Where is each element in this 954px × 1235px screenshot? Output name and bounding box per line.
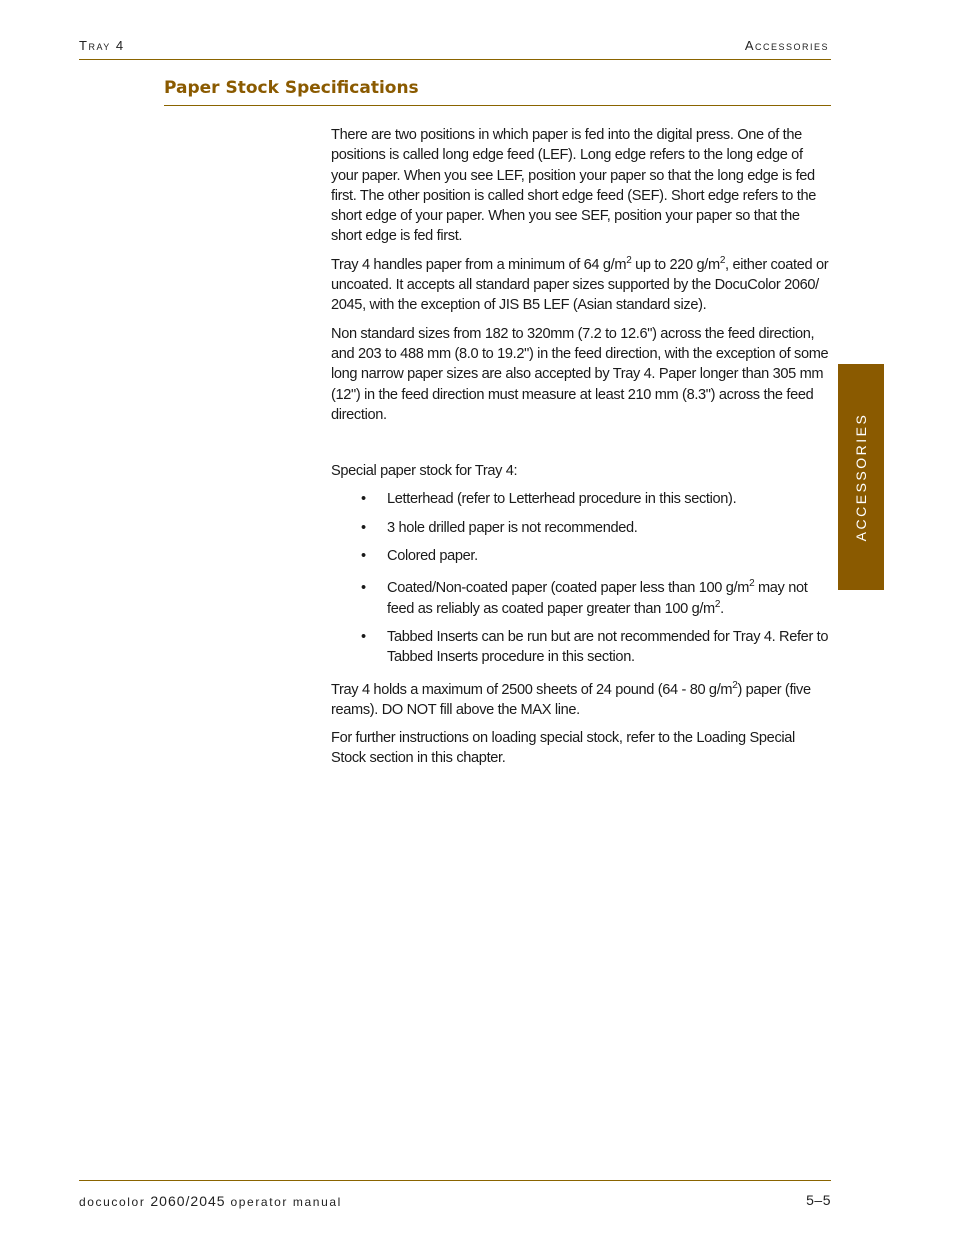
list-item-text: Coated/Non-coated paper (coated paper less than 100 g/m (387, 580, 750, 597)
bullet-icon: • (361, 580, 366, 597)
paragraph-feed-positions: There are two positions in which paper is fed into the digital press. One of the positions is called long edge feed (LEF). Long edge refers to the long edge of your paper. When you see LEF, position your paper so that the long edge is fed first. The other position is called short edge feed (SEF). Short edge refers to the short edge of your paper. When you see SEF, position your paper so that the short edge is fed first. (331, 127, 816, 245)
text-run: , either coated or uncoated. It accepts all standard paper sizes supported by the DocuColor 2060/ 2045, with the exception of JIS B5 LEF (Asian standard size). (331, 256, 829, 314)
superscript: 2 (719, 254, 726, 266)
list-item-text: . (720, 600, 724, 617)
bullet-icon: • (361, 491, 366, 508)
superscript: 2 (732, 679, 738, 691)
paragraph-capacity (331, 680, 831, 721)
footer-model: 2060/2045 (150, 1193, 226, 1209)
superscript: 2 (749, 578, 755, 590)
paragraph-nonstandard-sizes: Non standard sizes from 182 to 320mm (7.2 to 12.6") across the feed direction, and 203 to 488 mm (8.0 to 19.2") in the feed direction, with the exception of some long narrow paper sizes are also accepted by Tray 4. Paper longer than 305 mm (12") in the feed direction must measure at least 210 mm (8.3") across the feed direction. (331, 325, 829, 423)
paragraph-special-stock-intro: Special paper stock for Tray 4: (331, 463, 518, 480)
text-run: ) paper (five reams). DO NOT fill above the MAX line. (331, 681, 811, 718)
list-item (331, 518, 831, 538)
bullet-icon: • (361, 628, 366, 645)
list-item-text: Tabbed Inserts can be run but are not recommended for Tray 4. Refer to Tabbed Inserts procedure in this section. (387, 628, 829, 666)
paragraph-further-instructions: For further instructions on loading special stock, refer to the Loading Special Stock section in this chapter. (331, 730, 795, 767)
list-item (331, 546, 831, 566)
list-item (331, 627, 831, 668)
header-chapter: Tray 4 (79, 38, 125, 53)
chapter-tab-label: ACCESSORIES (853, 412, 869, 542)
footer-brand: docucolor (79, 1195, 146, 1209)
section-title: Paper Stock Specifications (164, 78, 831, 106)
list-item (331, 578, 831, 619)
list-item-text: 3 hole drilled paper is not recommended. (387, 519, 638, 536)
page-number: 5–5 (806, 1192, 831, 1208)
page-footer (79, 1180, 831, 1211)
list-item-text: may not feed as reliably as coated paper greater than 100 g/m (387, 580, 808, 617)
list-item-text: Letterhead (refer to Letterhead procedure in this section). (387, 491, 737, 508)
header-section: Accessories (744, 38, 829, 53)
special-stock-list (331, 489, 831, 667)
text-run: Tray 4 holds a maximum of 2500 sheets of 24 pound (64 - 80 g/m (331, 681, 733, 698)
list-item (331, 489, 831, 509)
bullet-icon: • (361, 548, 366, 565)
list-item-text: Colored paper. (387, 548, 478, 565)
footer-title (79, 1193, 342, 1209)
superscript: 2 (714, 598, 721, 610)
running-header (79, 38, 831, 60)
text-run: up to 220 g/m (631, 256, 720, 273)
footer-manual: operator manual (230, 1195, 342, 1209)
spacer (331, 433, 831, 461)
bullet-icon: • (361, 519, 366, 536)
chapter-tab (838, 364, 884, 590)
paragraph-paper-weights (331, 255, 831, 316)
text-run: Tray 4 handles paper from a minimum of 64 g/m (331, 256, 627, 273)
superscript: 2 (626, 254, 632, 266)
body-text (331, 125, 831, 777)
